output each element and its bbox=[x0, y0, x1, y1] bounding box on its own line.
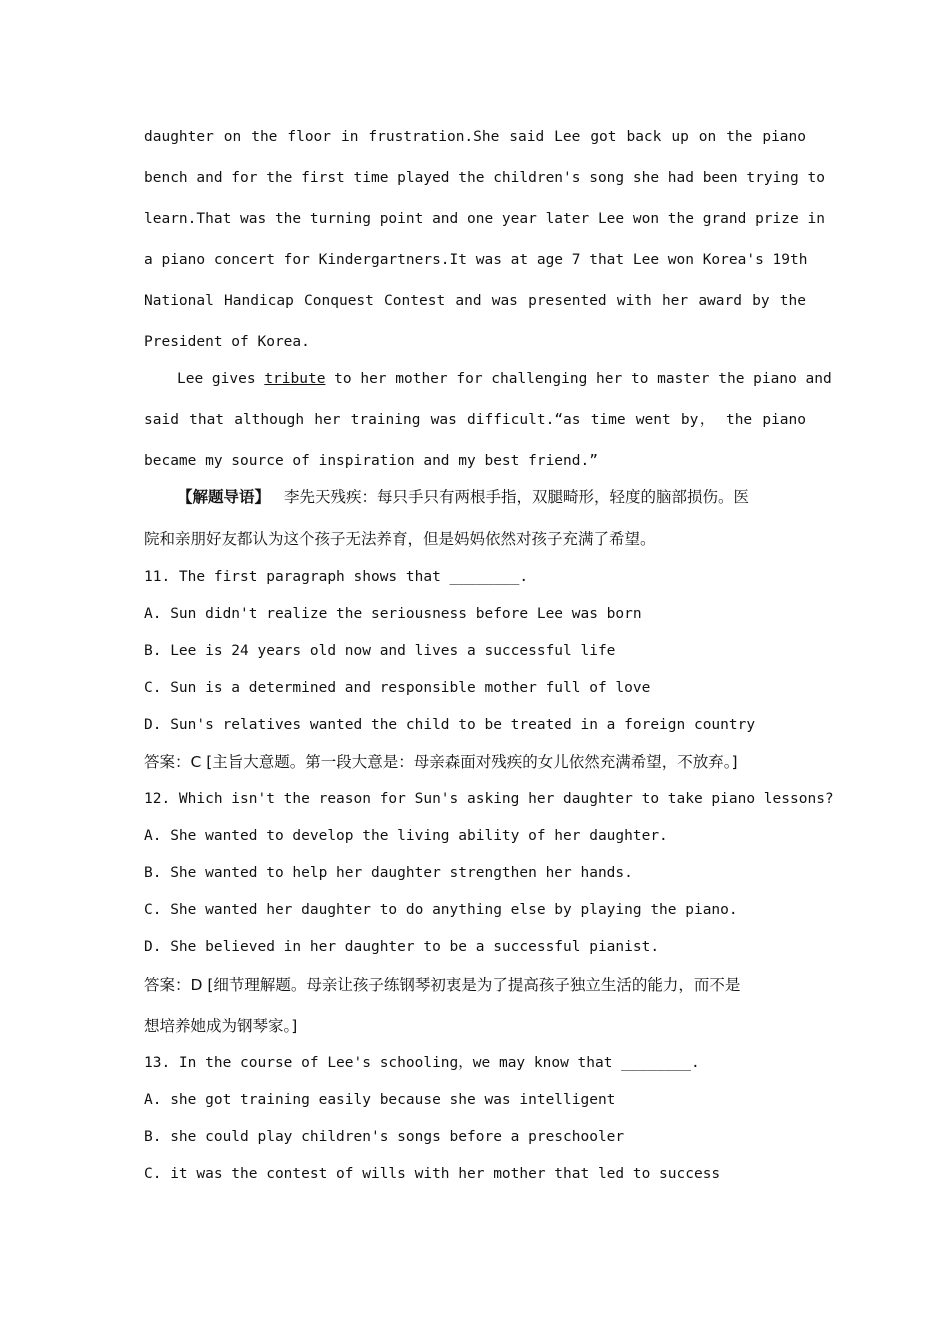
passage-text: to her mother for challenging her to master the piano and bbox=[325, 371, 832, 387]
option-b: B. She wanted to help her daughter strengthen her hands. bbox=[144, 865, 633, 881]
question-stem: 12. Which isn't the reason for Sun's asking her daughter to take piano lessons? bbox=[144, 791, 834, 807]
passage-line: National Handicap Conquest Contest and was presented with her award by the bbox=[144, 293, 806, 309]
guide-label: 【解题导语】 bbox=[177, 488, 271, 506]
option-d: D. Sun's relatives wanted the child to be treated in a foreign country bbox=[144, 717, 756, 733]
passage-line: President of Korea. bbox=[144, 334, 310, 350]
guide-line bbox=[177, 487, 806, 507]
option-b: B. she could play children's songs before a preschooler bbox=[144, 1129, 625, 1145]
answer-explanation: 答案：D [细节理解题。母亲让孩子练钢琴初衷是为了提高孩子独立生活的能力，而不是 bbox=[144, 976, 741, 994]
passage-text: Lee gives bbox=[177, 371, 265, 387]
answer-explanation: 想培养她成为钢琴家。] bbox=[144, 1017, 298, 1035]
option-a: A. she got training easily because she was intelligent bbox=[144, 1092, 616, 1108]
option-c: C. She wanted her daughter to do anything else by playing the piano. bbox=[144, 902, 738, 918]
underlined-word: tribute bbox=[264, 371, 326, 387]
passage-line: said that although her training was difficult.“as time went by， the piano bbox=[144, 412, 806, 428]
passage-line: bench and for the first time played the children's song she had been trying to bbox=[144, 170, 825, 186]
option-a: A. She wanted to develop the living ability of her daughter. bbox=[144, 828, 668, 844]
passage-line: daughter on the floor in frustration.She said Lee got back up on the piano bbox=[144, 129, 806, 145]
question-stem: 11. The first paragraph shows that ________. bbox=[144, 569, 529, 585]
passage-line: became my source of inspiration and my best friend.” bbox=[144, 453, 598, 469]
option-a: A. Sun didn't realize the seriousness before Lee was born bbox=[144, 606, 642, 622]
option-b: B. Lee is 24 years old now and lives a successful life bbox=[144, 643, 616, 659]
answer-explanation: 答案：C [主旨大意题。第一段大意是：母亲森面对残疾的女儿依然充满希望，不放弃。] bbox=[144, 753, 738, 771]
option-d: D. She believed in her daughter to be a successful pianist. bbox=[144, 939, 660, 955]
passage-line bbox=[177, 369, 832, 389]
question-stem: 13. In the course of Lee's schooling，we may know that ________. bbox=[144, 1055, 700, 1071]
guide-text: 李先天残疾：每只手只有两根手指，双腿畸形，轻度的脑部损伤。医 bbox=[284, 488, 750, 506]
option-c: C. it was the contest of wills with her mother that led to success bbox=[144, 1166, 721, 1182]
guide-line: 院和亲朋好友都认为这个孩子无法养育，但是妈妈依然对孩子充满了希望。 bbox=[144, 530, 656, 548]
passage-line: learn.That was the turning point and one year later Lee won the grand prize in bbox=[144, 211, 825, 227]
option-c: C. Sun is a determined and responsible mother full of love bbox=[144, 680, 651, 696]
passage-line: a piano concert for Kindergartners.It was at age 7 that Lee won Korea's 19th bbox=[144, 252, 808, 268]
